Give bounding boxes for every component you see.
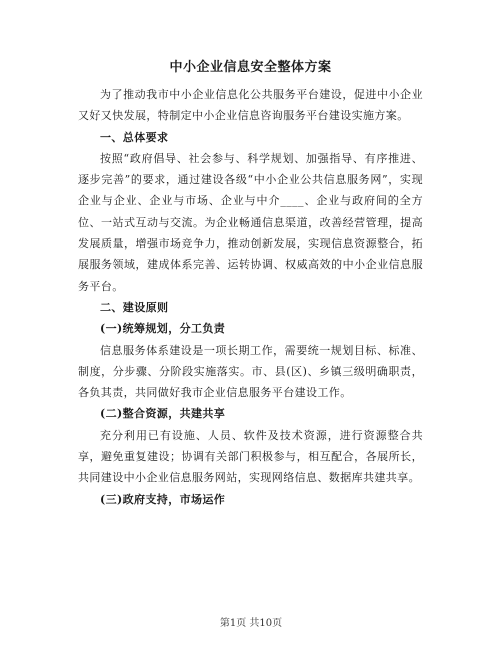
- section1-heading: 一、总体要求: [100, 130, 169, 144]
- subsection2-heading: (二)整合资源，共建共享: [100, 407, 226, 421]
- intro-paragraph: 为了推动我市中小企业信息化公共服务平台建设，促进中小企业又好又快发展，特制定中小企业信息咨询服务平台建设实施方案。: [78, 88, 423, 123]
- subsection3-heading: (三)政府支持，市场运作: [100, 492, 226, 506]
- document-title: 中小企业信息安全整体方案: [169, 60, 332, 75]
- subsection1-paragraph: 信息服务体系建设是一项长期工作，需要统一规划目标、标准、制度，分步骤、分阶段实施落实。市、县(区)、乡镇三级明确职责，各负其责，共同做好我市企业信息服务平台建设工作。: [78, 343, 423, 400]
- subsection1-heading: (一)统筹规划，分工负责: [100, 322, 226, 336]
- document-content: [78, 58, 423, 510]
- subsection2-paragraph: 充分利用已有设施、人员、软件及技术资源，进行资源整合共享，避免重复建设；协调有关部门积极参与，相互配合，各展所长，共同建设中小企业信息服务网站，实现网络信息、数据库共建共享。: [78, 428, 423, 485]
- section1-paragraph: 按照“政府倡导、社会参与、科学规划、加强指导、有序推进、逐步完善”的要求，通过建设各级“中小企业公共信息服务网”，实现企业与企业、企业与市场、企业与中介____、企业与政府间的全方位、一站式互动与交流。为企业畅通信息渠道，改善经营管理，提高发展质量，增强市场竞争力，推动创新发展，实现信息资源整合，拓展服务领域，建成体系完善、运转协调、权威高效的中小企业信息服务平台。: [78, 151, 423, 293]
- section2-heading: 二、建设原则: [100, 300, 169, 314]
- page-number-footer: 第1页 共10页: [219, 618, 283, 629]
